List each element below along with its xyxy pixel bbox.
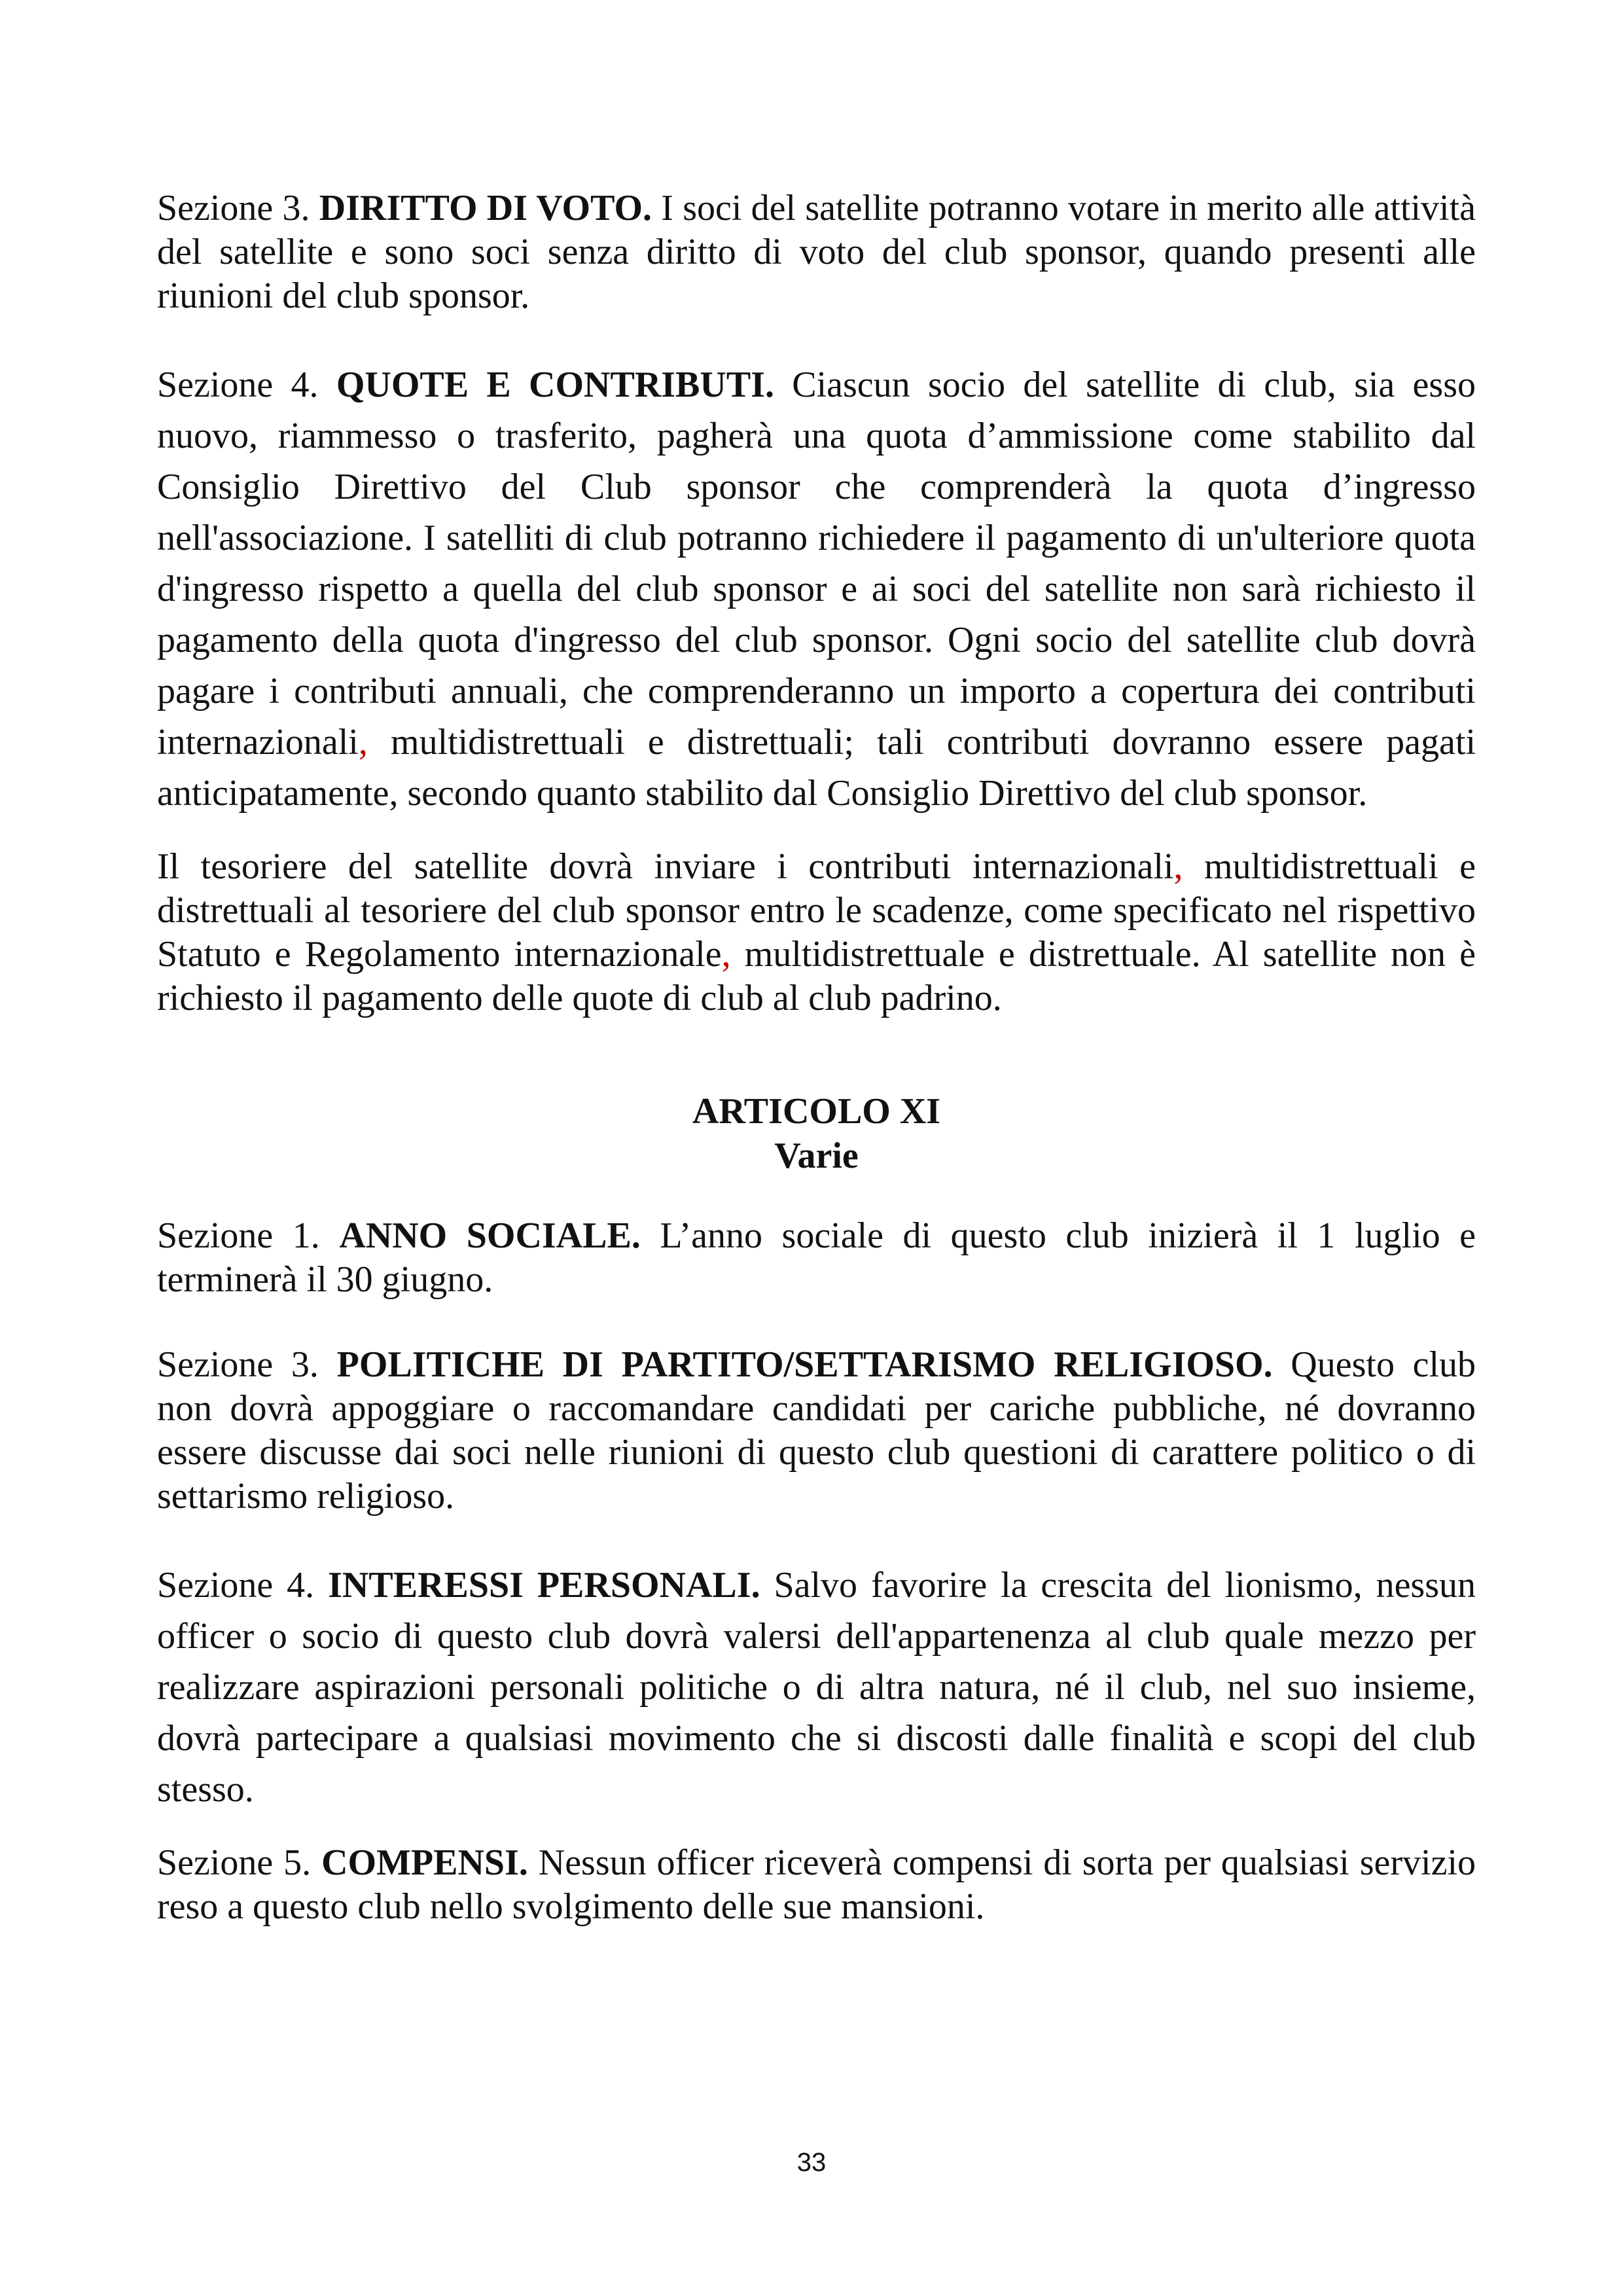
section-text: Salvo favorire la crescita del lionismo, nessun officer o socio di questo club dovrà valersi dell'appartenenza al club quale mezzo per realizzare aspirazioni personali politiche o di altra natura, né il club, nel suo insieme, dovrà partecipare a qualsiasi movimento che si discosti dalle finalità e scopi del club stesso. bbox=[157, 1565, 1476, 1810]
section-text: Ciascun socio del satellite di club, sia esso nuovo, riammesso o trasferito, pagherà una quota d’ammissione come stabilito dal Consiglio Direttivo del Club sponsor che comprenderà la quota d’ingresso nell'associazione. I satelliti di club potranno richiedere il pagamento di un'ulteriore quota d'ingresso rispetto a quella del club sponsor e ai soci del satellite non sarà richiesto il pagamento della quota d'ingresso del club sponsor. Ogni socio del satellite club dovrà pagare i contributi annuali, che comprenderanno un importo a copertura dei contributi internazionali bbox=[157, 365, 1476, 762]
highlighted-comma: , bbox=[1173, 846, 1183, 887]
document-page bbox=[157, 187, 1476, 1929]
section-interessi-personali bbox=[157, 1560, 1476, 1815]
section-text-cont: multidistrettuali e distrettuali; tali contributi dovranno essere pagati anticipatamente, secondo quanto stabilito dal Consiglio Direttivo del club sponsor. bbox=[157, 722, 1476, 814]
section-heading: ANNO SOCIALE. bbox=[339, 1215, 641, 1256]
article-number: ARTICOLO XI bbox=[692, 1091, 941, 1132]
page-number: 33 bbox=[796, 2148, 827, 2177]
article-title: Varie bbox=[774, 1136, 859, 1176]
section-heading: POLITICHE DI PARTITO/SETTARISMO RELIGIOSO. bbox=[336, 1344, 1273, 1385]
section-text: Nessun officer riceverà compensi di sorta per qualsiasi servizio reso a questo club nello svolgimento delle sue mansioni. bbox=[157, 1842, 1476, 1927]
paragraph-text: Il tesoriere del satellite dovrà inviare i contributi internazionali bbox=[157, 846, 1174, 887]
section-politiche bbox=[157, 1343, 1476, 1518]
section-text: I soci del satellite potranno votare in merito alle attività del satellite e sono soci senza diritto di voto del club sponsor, quando presenti alle riunioni del club sponsor. bbox=[157, 188, 1476, 316]
section-diritto-di-voto bbox=[157, 187, 1476, 318]
section-heading: QUOTE E CONTRIBUTI. bbox=[336, 365, 774, 405]
highlighted-comma: , bbox=[721, 934, 731, 975]
section-compensi bbox=[157, 1841, 1476, 1929]
section-label: Sezione 1. bbox=[157, 1215, 320, 1256]
section-quote-e-contributi bbox=[157, 359, 1476, 819]
section-heading: DIRITTO DI VOTO. bbox=[319, 188, 652, 228]
paragraph-tesoriere bbox=[157, 845, 1476, 1020]
section-label: Sezione 4. bbox=[157, 1565, 315, 1605]
article-heading bbox=[157, 1089, 1476, 1178]
section-text: Questo club non dovrà appoggiare o raccomandare candidati per cariche pubbliche, né dovranno essere discusse dai soci nelle riunioni di questo club questioni di carattere politico o di settarismo religioso. bbox=[157, 1344, 1476, 1516]
section-label: Sezione 3. bbox=[157, 188, 310, 228]
section-heading: INTERESSI PERSONALI. bbox=[328, 1565, 760, 1605]
section-text: L’anno sociale di questo club inizierà il 1 luglio e terminerà il 30 giugno. bbox=[157, 1215, 1476, 1300]
paragraph-text-end: multidistrettuale e distrettuale. Al satellite non è richiesto il pagamento delle quote di club al club padrino. bbox=[157, 934, 1476, 1018]
section-label: Sezione 3. bbox=[157, 1344, 319, 1385]
section-label: Sezione 5. bbox=[157, 1842, 312, 1883]
section-heading: COMPENSI. bbox=[321, 1842, 528, 1883]
paragraph-text-cont: multidistrettuali e distrettuali al tesoriere del club sponsor entro le scadenze, come specificato nel rispettivo Statuto e Regolamento internazionale bbox=[157, 846, 1476, 975]
section-label: Sezione 4. bbox=[157, 365, 319, 405]
section-anno-sociale bbox=[157, 1214, 1476, 1302]
highlighted-comma: , bbox=[358, 722, 368, 762]
